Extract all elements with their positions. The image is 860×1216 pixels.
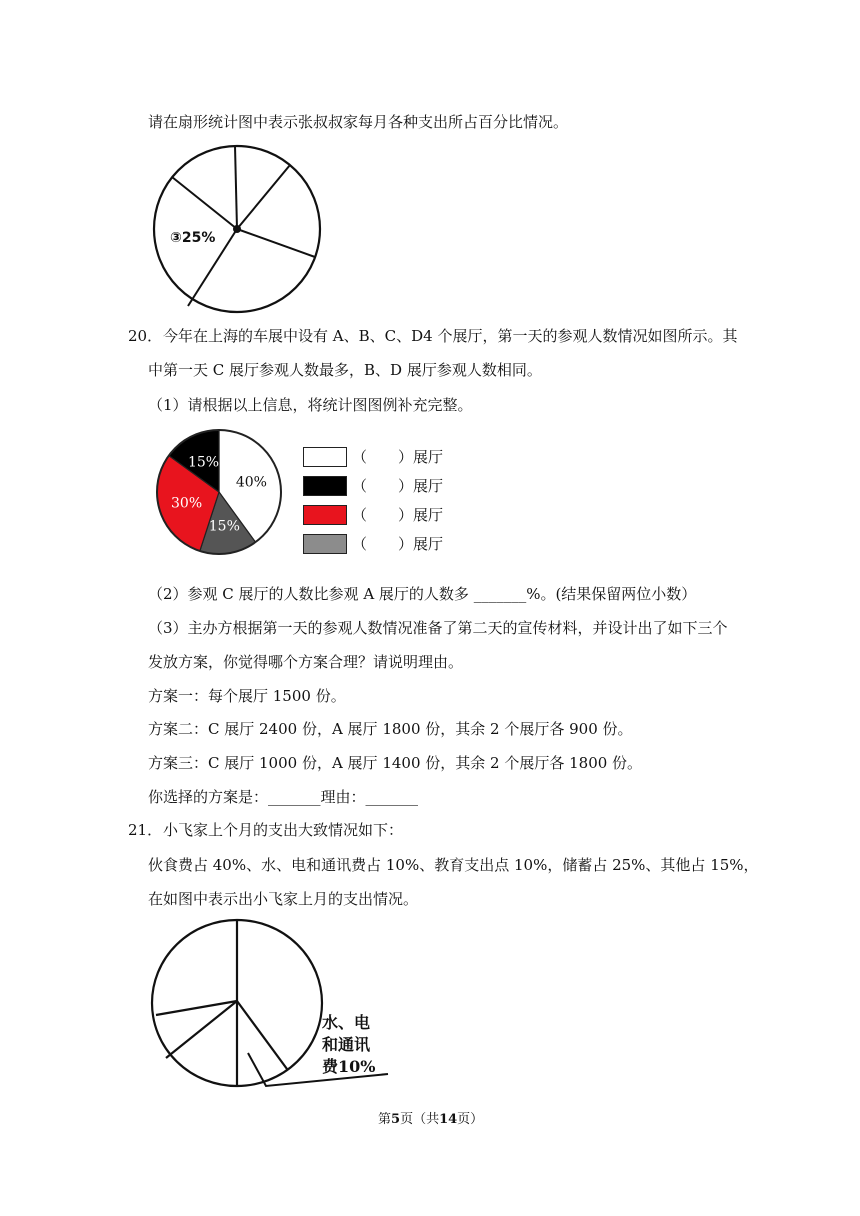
question-number-20: 20． [128, 327, 163, 345]
question-20-line-2: 中第一天 C 展厅参观人数最多，B、D 展厅参观人数相同。 [148, 361, 542, 379]
page-footer [378, 1110, 483, 1130]
callout-label [322, 1012, 375, 1078]
pie-slice-label: 40% [235, 474, 267, 491]
footer-post: 页） [457, 1112, 484, 1127]
question-20-sub-1: （1）请根据以上信息，将统计图图例补充完整。 [148, 396, 473, 414]
pie-slice-label: 30% [171, 495, 203, 512]
legend-open-paren: （ [352, 535, 368, 553]
pie-spoke [166, 1001, 237, 1058]
pie-spoke [156, 1001, 237, 1015]
callout-line: 费10% [322, 1057, 376, 1076]
pie-spoke [172, 177, 237, 229]
plan-1: 方案一：每个展厅 1500 份。 [148, 687, 346, 705]
pie-center-dot [233, 225, 241, 233]
legend-label: ）展厅 [398, 506, 444, 524]
legend-swatch-red [303, 505, 347, 525]
answer-choice-line: 你选择的方案是：_______理由：_______ [148, 788, 419, 806]
legend-swatch-white [303, 447, 347, 467]
pie-slice-label: ③25% [170, 230, 216, 246]
footer-mid: 页（共 [400, 1112, 440, 1127]
pie-slice-label: 15% [187, 454, 220, 471]
footer-pre: 第 [378, 1112, 392, 1127]
plan-3: 方案三：C 展厅 1000 份，A 展厅 1400 份，其余 2 个展厅各 1800 份。 [148, 754, 643, 772]
callout-line: 和通讯 [322, 1035, 371, 1054]
legend-swatch-black [303, 476, 347, 496]
question-text: 请在扇形统计图中表示张叔叔家每月各种支出所占百分比情况。 [148, 113, 569, 131]
pie-spoke [237, 165, 290, 229]
pie-spoke [237, 1001, 287, 1069]
legend-open-paren: （ [352, 506, 368, 524]
legend-label: ）展厅 [398, 448, 444, 466]
question-20-sub-3-line-1: （3）主办方根据第一天的参观人数情况准备了第二天的宣传材料，并设计出了如下三个 [148, 619, 728, 637]
question-number-21: 21． [128, 821, 163, 839]
question-20-line-1: 今年在上海的车展中设有 A、B、C、D4 个展厅，第一天的参观人数情况如图所示。其 [163, 327, 738, 345]
pie-spoke [237, 229, 315, 257]
pie-chart-exhibition [150, 430, 290, 570]
question-21-line-1: 小飞家上个月的支出大致情况如下： [163, 821, 404, 839]
question-20-sub-3-line-2: 发放方案，你觉得哪个方案合理？请说明理由。 [148, 653, 464, 671]
footer-total: 14 [439, 1112, 458, 1127]
pie-slice-label: 15% [208, 518, 240, 535]
legend-open-paren: （ [352, 448, 368, 466]
question-20-sub-2: （2）参观 C 展厅的人数比参观 A 展厅的人数多 _______%。(结果保留两位小数） [148, 585, 697, 603]
question-21-line-3: 在如图中表示出小飞家上月的支出情况。 [148, 890, 419, 908]
footer-page: 5 [391, 1112, 401, 1127]
legend-label: ）展厅 [398, 535, 444, 553]
plan-2: 方案二：C 展厅 2400 份，A 展厅 1800 份，其余 2 个展厅各 900 份。 [148, 720, 633, 738]
legend-open-paren: （ [352, 477, 368, 495]
pie-spoke [235, 146, 237, 229]
legend-swatch-gray [303, 534, 347, 554]
callout-line: 水、电 [322, 1013, 371, 1032]
question-21-line-2: 伙食费占 40%、水、电和通讯费占 10%、教育支出点 10%，储蓄占 25%、其他占 15%， [148, 856, 759, 874]
legend-label: ）展厅 [398, 477, 444, 495]
